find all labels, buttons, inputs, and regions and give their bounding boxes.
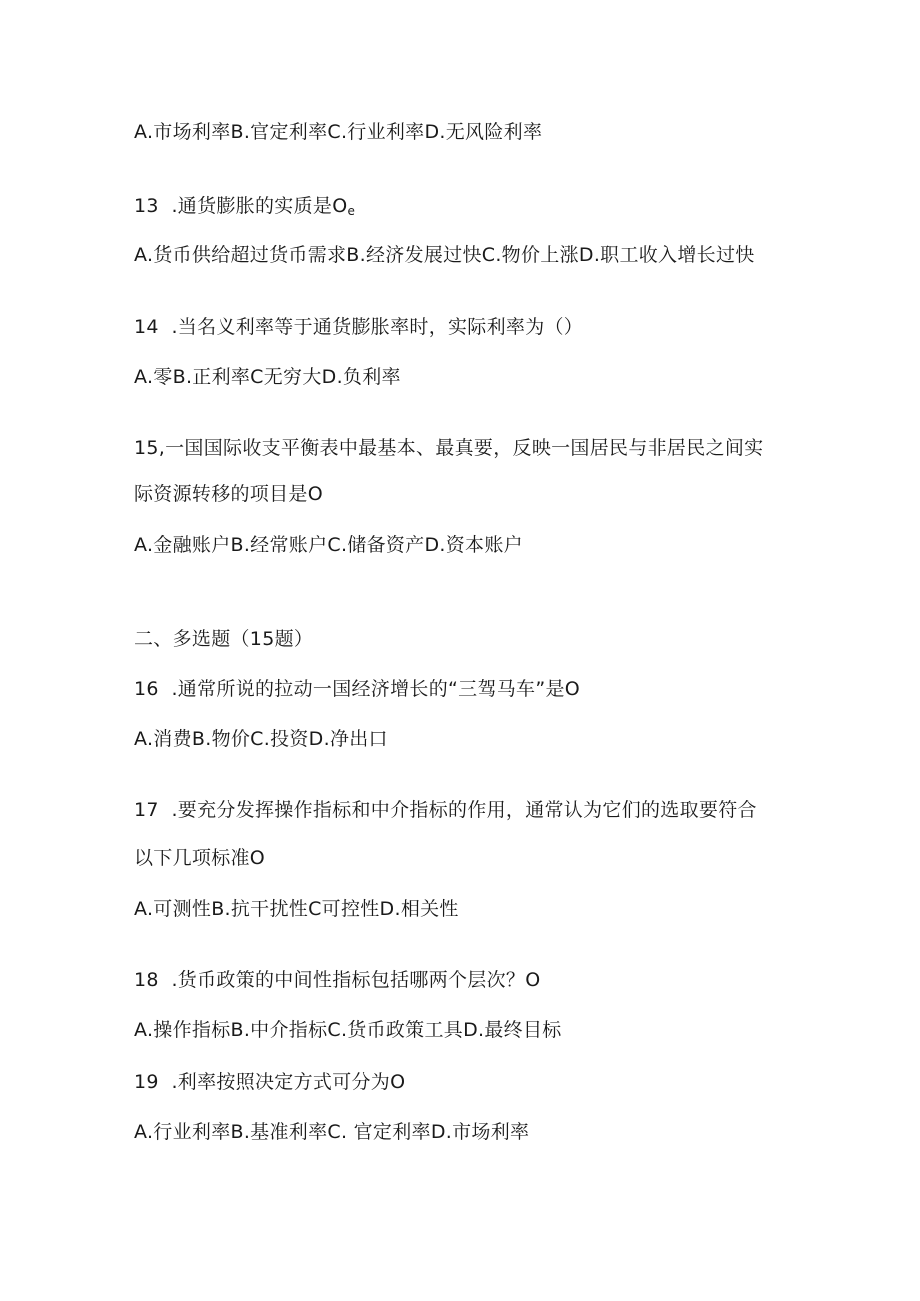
q19-stem: 19 .利率按照决定方式可分为O: [134, 1071, 406, 1093]
q17-options: A.可测性B.抗干扰性C可控性D.相关性: [134, 898, 459, 920]
q15-stem-line2: 际资源转移的项目是O: [134, 483, 323, 505]
q13-options: A.货币供给超过货币需求B.经济发展过快C.物价上涨D.职工收入增长过快: [134, 244, 755, 266]
q16-options: A.消费B.物价C.投资D.净出口: [134, 728, 388, 750]
q14-options: A.零B.正利率C无穷大D.负利率: [134, 366, 401, 388]
q13-stem-text: 13 .通货膨胀的实质是O: [134, 195, 348, 217]
section2-heading: 二、多选题（15题）: [134, 628, 314, 650]
q18-stem: 18 .货币政策的中间性指标包括哪两个层次？O: [134, 969, 541, 991]
q13-stem: [134, 194, 355, 223]
q16-stem: 16 .通常所说的拉动一国经济增长的“三驾马车”是O: [134, 678, 581, 700]
q17-stem-line2: 以下几项标准O: [134, 847, 266, 869]
q15-options: A.金融账户B.经常账户C.储备资产D.资本账户: [134, 534, 523, 556]
q15-stem-line1: 15,一国国际收支平衡表中最基本、最真要，反映一国居民与非居民之间实: [134, 437, 764, 459]
q14-stem: 14 .当名义利率等于通货膨胀率时，实际利率为（）: [134, 316, 584, 338]
q17-stem-line1: 17 .要充分发挥操作指标和中介指标的作用，通常认为它们的选取要符合: [134, 799, 757, 821]
q12-options: A.市场利率B.官定利率C.行业利率D.无风险利率: [134, 121, 543, 143]
q19-options: A.行业利率B.基准利率C. 官定利率D.市场利率: [134, 1121, 530, 1143]
q13-stem-suffix: e: [347, 204, 356, 218]
q18-options: A.操作指标B.中介指标C.货币政策工具D.最终目标: [134, 1019, 562, 1041]
